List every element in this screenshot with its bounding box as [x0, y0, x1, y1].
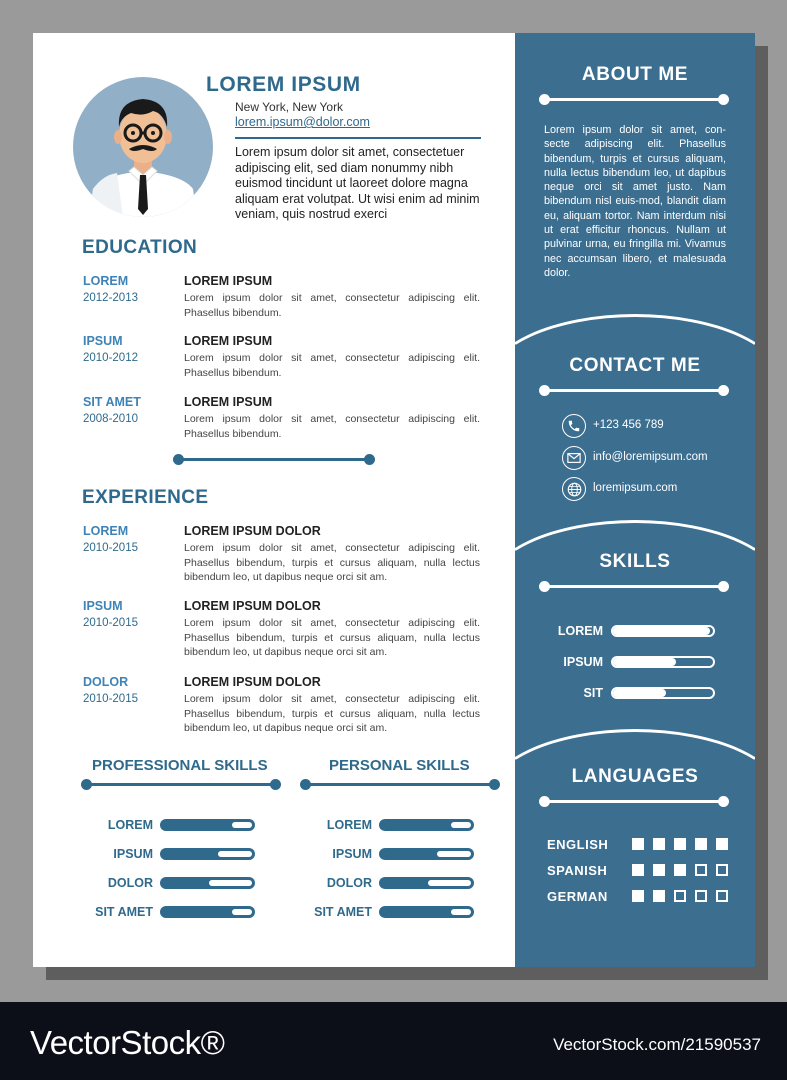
contact-title: CONTACT ME: [569, 355, 701, 376]
skill-bar: [379, 877, 474, 889]
skill-bar-fill: [613, 658, 676, 666]
skill-bar-remainder: [451, 822, 471, 828]
skills-title: SKILLS: [599, 551, 671, 572]
education-title: EDUCATION: [82, 237, 198, 258]
personal-skills-divider: [300, 779, 500, 791]
sidebar-skill-row: [515, 655, 715, 669]
skill-label: DOLOR: [326, 876, 372, 890]
experience-entry: [83, 524, 483, 584]
skill-label: IPSUM: [563, 655, 603, 669]
rating-square: [674, 864, 686, 876]
intro-text: Lorem ipsum dolor sit amet, consectetuer adipiscing elit, sed diam nonummy nibh euismod tincidunt ut laoreet dolore magna aliquam erat volutpat. Ut wisi enim ad minim veniam, quis nostrud exerci: [235, 145, 480, 221]
language-row: [547, 837, 732, 851]
education-entry: [83, 334, 483, 378]
entry-years: 2010-2012: [83, 352, 138, 364]
skill-label: SIT AMET: [314, 905, 372, 919]
language-row: [547, 863, 732, 877]
rating-square: [695, 890, 707, 902]
skill-label: SIT AMET: [95, 905, 153, 919]
rating-square: [716, 864, 728, 876]
about-text: Lorem ipsum dolor sit amet, con-secte adipiscing elit. Phasellus bibendum, turpis et cursus aliquam, nulla lectus bibendum leo, ut dapibus neque orci sit amet justo. Nam bibendum nisl euis-mod, blandit diam eu, aliquam tortor. Nam interdum nisi ut erat efficitur rhoncus. Nullam ut pulvinar urna, eu fringilla mi. Vivamus nec accumsan libero, et malesuada dolor.: [544, 124, 726, 279]
skill-bar: [379, 906, 474, 918]
skill-label: LOREM: [557, 624, 603, 638]
rating-square: [632, 838, 644, 850]
entry-years: 2010-2015: [83, 617, 138, 629]
entry-title: LOREM IPSUM: [184, 334, 273, 348]
skill-bar-fill: [613, 689, 666, 697]
entry-key: IPSUM: [83, 599, 123, 613]
skills-divider: [539, 581, 729, 593]
education-entry: [83, 395, 483, 439]
skill-label: IPSUM: [332, 847, 372, 861]
name-divider: [235, 137, 481, 139]
globe-icon: [562, 477, 586, 501]
skill-row: [33, 847, 474, 861]
entry-title: LOREM IPSUM DOLOR: [184, 675, 321, 689]
mail-icon: [562, 446, 586, 470]
entry-years: 2010-2015: [83, 542, 138, 554]
professional-skills-divider: [81, 779, 281, 791]
section-divider: [173, 454, 375, 466]
entry-key: IPSUM: [83, 334, 123, 348]
entry-description: Lorem ipsum dolor sit amet, consectetur adipiscing elit. Phasellus bibendum, turpis et cursus aliquam, nulla lectus bibendum leo, ut dapibus neque orci sit am.: [184, 617, 480, 658]
candidate-email-link[interactable]: lorem.ipsum@dolor.com: [235, 115, 370, 129]
skill-bar: [611, 656, 715, 668]
entry-description: Lorem ipsum dolor sit amet, consectetur adipiscing elit. Phasellus bibendum, turpis et cursus aliquam, nulla lectus bibendum leo, ut dapibus neque orci sit am.: [184, 542, 480, 583]
rating-square: [716, 890, 728, 902]
rating-square: [632, 890, 644, 902]
skill-bar: [611, 625, 715, 637]
sidebar-skill-row: [515, 686, 715, 700]
section-arc: [515, 314, 755, 454]
languages-title: LANGUAGES: [571, 766, 699, 787]
phone-text: +123 456 789: [593, 419, 664, 431]
entry-title: LOREM IPSUM: [184, 274, 273, 288]
man-portrait-icon: [73, 77, 213, 217]
entry-years: 2010-2015: [83, 693, 138, 705]
entry-title: LOREM IPSUM DOLOR: [184, 599, 321, 613]
professional-skills-title: PROFESSIONAL SKILLS: [92, 757, 268, 774]
candidate-city: New York, New York: [235, 100, 344, 114]
skill-label: LOREM: [326, 818, 372, 832]
languages-divider: [539, 796, 729, 808]
entry-description: Lorem ipsum dolor sit amet, consectetur adipiscing elit. Phasellus bibendum.: [184, 413, 480, 440]
rating-square: [695, 864, 707, 876]
skill-row: [33, 818, 474, 832]
skill-bar: [379, 819, 474, 831]
skill-row: [33, 876, 474, 890]
email-text: info@loremipsum.com: [593, 451, 708, 463]
entry-key: LOREM: [83, 524, 129, 538]
entry-description: Lorem ipsum dolor sit amet, consectetur adipiscing elit. Phasellus bibendum.: [184, 352, 480, 379]
entry-title: LOREM IPSUM DOLOR: [184, 524, 321, 538]
rating-square: [695, 838, 707, 850]
entry-years: 2012-2013: [83, 292, 138, 304]
skill-bar-remainder: [428, 880, 471, 886]
entry-years: 2008-2010: [83, 413, 138, 425]
education-entry: [83, 274, 483, 318]
experience-title: EXPERIENCE: [82, 487, 209, 508]
about-title: ABOUT ME: [581, 64, 689, 85]
skill-label: DOLOR: [107, 876, 153, 890]
rating-square: [653, 864, 665, 876]
contact-divider: [539, 385, 729, 397]
skill-bar-fill: [613, 627, 710, 635]
skill-row: [33, 905, 474, 919]
experience-entry: [83, 675, 483, 735]
entry-key: DOLOR: [83, 675, 129, 689]
language-row: [547, 889, 732, 903]
sidebar-skill-row: [515, 624, 715, 638]
language-label: SPANISH: [547, 863, 608, 878]
skill-bar-remainder: [451, 909, 471, 915]
entry-key: LOREM: [83, 274, 129, 288]
candidate-name: LOREM IPSUM: [206, 73, 361, 96]
entry-title: LOREM IPSUM: [184, 395, 273, 409]
rating-square: [653, 838, 665, 850]
skill-label: LOREM: [107, 818, 153, 832]
skill-bar-remainder: [437, 851, 471, 857]
language-label: ENGLISH: [547, 837, 609, 852]
rating-square: [674, 838, 686, 850]
entry-description: Lorem ipsum dolor sit amet, consectetur adipiscing elit. Phasellus bibendum, turpis et cursus aliquam, nulla lectus bibendum leo, ut dapibus neque orci sit am.: [184, 693, 480, 734]
entry-description: Lorem ipsum dolor sit amet, consectetur adipiscing elit. Phasellus bibendum.: [184, 292, 480, 319]
resume-page: [33, 33, 755, 967]
rating-square: [716, 838, 728, 850]
experience-entry: [83, 599, 483, 659]
language-label: GERMAN: [547, 889, 608, 904]
watermark-id: VectorStock.com/21590537: [553, 1035, 761, 1054]
rating-square: [653, 890, 665, 902]
skill-label: IPSUM: [113, 847, 153, 861]
entry-key: SIT AMET: [83, 395, 141, 409]
phone-icon: [562, 414, 586, 438]
skill-label: SIT: [583, 686, 603, 700]
skill-bar: [611, 687, 715, 699]
website-text: loremipsum.com: [593, 482, 678, 494]
skill-bar: [379, 848, 474, 860]
personal-skills-title: PERSONAL SKILLS: [329, 757, 470, 774]
avatar: [73, 77, 213, 217]
about-divider: [539, 94, 729, 106]
watermark-logo: VectorStock®: [30, 1024, 225, 1061]
sidebar: [515, 33, 755, 967]
watermark-bar: [0, 1002, 787, 1080]
rating-square: [632, 864, 644, 876]
rating-square: [674, 890, 686, 902]
